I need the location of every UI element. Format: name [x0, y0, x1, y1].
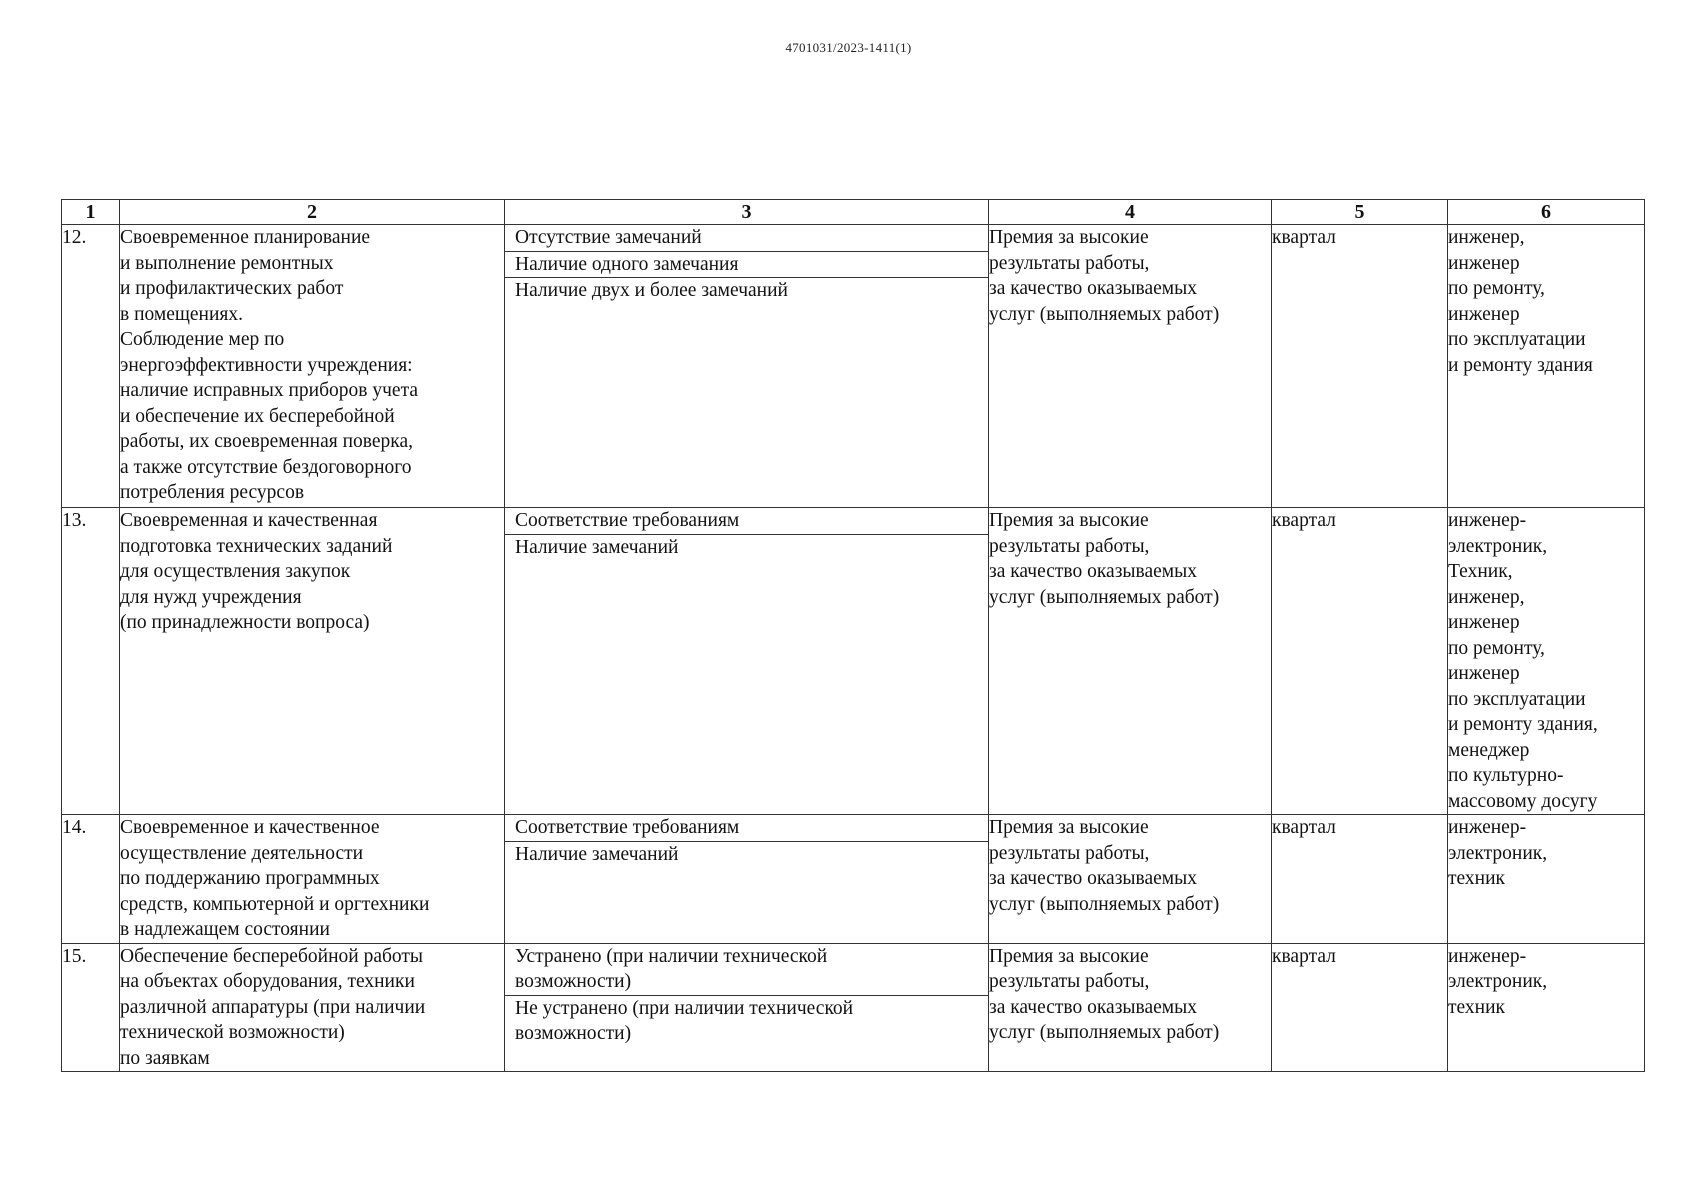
- row-number: 12.: [62, 225, 120, 508]
- evaluation-option-line: Устранено (при наличии технической: [515, 945, 828, 967]
- positions-line: по ремонту,: [1448, 278, 1545, 299]
- criteria-line: по заявкам: [120, 1047, 210, 1069]
- column-header: 6: [1448, 200, 1645, 225]
- positions-line: и ремонту здания: [1448, 354, 1593, 376]
- positions-line: электроник,: [1448, 535, 1548, 557]
- evaluation-options-cell: [505, 508, 989, 815]
- payment-line: результаты работы,: [989, 252, 1150, 274]
- evaluation-option-line: Отсутствие замечаний: [515, 227, 702, 248]
- payment-line: услуг (выполняемых работ): [989, 586, 1220, 608]
- criteria-line: а также отсутствие бездоговорного: [120, 456, 412, 478]
- payment-line: результаты работы,: [989, 842, 1150, 864]
- evaluation-option-line: Наличие одного замечания: [515, 253, 739, 275]
- criteria-line: на объектах оборудования, техники: [120, 971, 415, 992]
- evaluation-option: [505, 944, 988, 996]
- column-header: 5: [1272, 200, 1448, 225]
- period-cell: квартал: [1272, 943, 1448, 1072]
- evaluation-option: [505, 535, 988, 561]
- criteria-line: (по принадлежности вопроса): [120, 612, 370, 633]
- payment-type-cell: [989, 943, 1272, 1072]
- payment-line: за качество оказываемых: [989, 996, 1197, 1018]
- evaluation-options-cell: [505, 943, 989, 1072]
- period-cell: квартал: [1272, 815, 1448, 944]
- positions-line: техник: [1448, 868, 1506, 889]
- criteria-line: энергоэффективности учреждения:: [120, 354, 413, 376]
- payment-line: за качество оказываемых: [989, 278, 1197, 299]
- period-cell: квартал: [1272, 225, 1448, 508]
- table-row: [62, 815, 1645, 944]
- payment-line: Премия за высокие: [989, 227, 1149, 248]
- evaluation-option-line: Соответствие требованиям: [515, 510, 740, 531]
- payment-type-cell: [989, 225, 1272, 508]
- criteria-line: и выполнение ремонтных: [120, 252, 334, 274]
- evaluation-options-cell: [505, 815, 989, 944]
- evaluation-option: [505, 252, 988, 279]
- positions-line: массовому досугу: [1448, 790, 1598, 812]
- payment-line: Премия за высокие: [989, 817, 1149, 838]
- criteria-line: и обеспечение их бесперебойной: [120, 405, 395, 427]
- evaluation-option: [505, 508, 988, 535]
- positions-line: инженер: [1448, 303, 1520, 325]
- criteria-line: для нужд учреждения: [120, 586, 302, 608]
- evaluation-option: [505, 225, 988, 252]
- positions-cell: [1448, 943, 1645, 1072]
- positions-line: инженер: [1448, 663, 1520, 684]
- criteria-line: по поддержанию программных: [120, 868, 380, 889]
- positions-line: техник: [1448, 996, 1506, 1018]
- evaluation-option: [505, 996, 988, 1047]
- row-number: 15.: [62, 943, 120, 1072]
- criteria-line: Своевременная и качественная: [120, 510, 378, 531]
- positions-line: электроник,: [1448, 971, 1548, 992]
- positions-line: менеджер: [1448, 739, 1530, 761]
- payment-type-cell: [989, 508, 1272, 815]
- column-header: 4: [989, 200, 1272, 225]
- criteria-line: для осуществления закупок: [120, 561, 351, 582]
- positions-line: инженер: [1448, 252, 1520, 274]
- evaluation-option-line: возможности): [515, 1023, 632, 1044]
- positions-line: инженер,: [1448, 227, 1525, 248]
- positions-line: инженер,: [1448, 586, 1525, 608]
- payment-line: Премия за высокие: [989, 945, 1149, 967]
- row-number: 14.: [62, 815, 120, 944]
- evaluation-option: [505, 842, 988, 868]
- evaluation-option-line: Соответствие требованиям: [515, 817, 740, 838]
- criteria-cell: [120, 508, 505, 815]
- positions-line: и ремонту здания,: [1448, 714, 1598, 735]
- positions-line: по эксплуатации: [1448, 329, 1586, 350]
- criteria-cell: [120, 943, 505, 1072]
- criteria-cell: [120, 815, 505, 944]
- criteria-line: подготовка технических заданий: [120, 535, 393, 557]
- positions-line: по культурно-: [1448, 765, 1564, 786]
- evaluation-options-cell: [505, 225, 989, 508]
- table-row: [62, 225, 1645, 508]
- criteria-line: средств, компьютерной и оргтехники: [120, 893, 430, 915]
- positions-cell: [1448, 508, 1645, 815]
- payment-line: результаты работы,: [989, 971, 1150, 992]
- criteria-line: осуществление деятельности: [120, 842, 364, 864]
- positions-cell: [1448, 815, 1645, 944]
- positions-line: электроник,: [1448, 842, 1548, 864]
- criteria-line: Своевременное и качественное: [120, 817, 380, 838]
- criteria-cell: [120, 225, 505, 508]
- payment-line: Премия за высокие: [989, 510, 1149, 531]
- criteria-line: в надлежащем состоянии: [120, 919, 330, 940]
- table-row: [62, 508, 1645, 815]
- criteria-line: и профилактических работ: [120, 278, 344, 299]
- column-number-row: [62, 200, 1645, 225]
- payment-line: за качество оказываемых: [989, 868, 1197, 889]
- criteria-line: Соблюдение мер по: [120, 329, 285, 350]
- positions-line: инженер: [1448, 612, 1520, 633]
- criteria-line: работы, их своевременная поверка,: [120, 431, 413, 452]
- column-header: 3: [505, 200, 989, 225]
- positions-line: инженер-: [1448, 510, 1527, 531]
- evaluation-option: [505, 278, 988, 304]
- positions-line: по эксплуатации: [1448, 688, 1586, 710]
- evaluation-option-line: Наличие двух и более замечаний: [515, 280, 788, 301]
- payment-type-cell: [989, 815, 1272, 944]
- payment-line: услуг (выполняемых работ): [989, 893, 1220, 915]
- criteria-line: в помещениях.: [120, 303, 244, 325]
- positions-cell: [1448, 225, 1645, 508]
- positions-line: Техник,: [1448, 561, 1513, 582]
- payment-line: за качество оказываемых: [989, 561, 1197, 582]
- criteria-table: [61, 199, 1645, 1072]
- column-header: 2: [120, 200, 505, 225]
- payment-line: услуг (выполняемых работ): [989, 1022, 1220, 1043]
- positions-line: по ремонту,: [1448, 637, 1545, 659]
- column-header: 1: [62, 200, 120, 225]
- payment-line: услуг (выполняемых работ): [989, 303, 1220, 325]
- positions-line: инженер-: [1448, 945, 1527, 967]
- evaluation-option: [505, 815, 988, 842]
- criteria-line: наличие исправных приборов учета: [120, 380, 419, 401]
- evaluation-option-line: Наличие замечаний: [515, 843, 679, 865]
- row-number: 13.: [62, 508, 120, 815]
- evaluation-option-line: Наличие замечаний: [515, 536, 679, 558]
- evaluation-option-line: Не устранено (при наличии технической: [515, 997, 854, 1019]
- payment-line: результаты работы,: [989, 535, 1150, 557]
- evaluation-option-line: возможности): [515, 971, 632, 992]
- criteria-line: технической возможности): [120, 1022, 345, 1043]
- criteria-line: Обеспечение бесперебойной работы: [120, 945, 424, 967]
- table-row: [62, 943, 1645, 1072]
- criteria-line: Своевременное планирование: [120, 227, 371, 248]
- positions-line: инженер-: [1448, 817, 1527, 838]
- criteria-line: различной аппаратуры (при наличии: [120, 996, 426, 1018]
- criteria-line: потребления ресурсов: [120, 482, 305, 503]
- period-cell: квартал: [1272, 508, 1448, 815]
- document-number: 4701031/2023-1411(1): [785, 40, 912, 55]
